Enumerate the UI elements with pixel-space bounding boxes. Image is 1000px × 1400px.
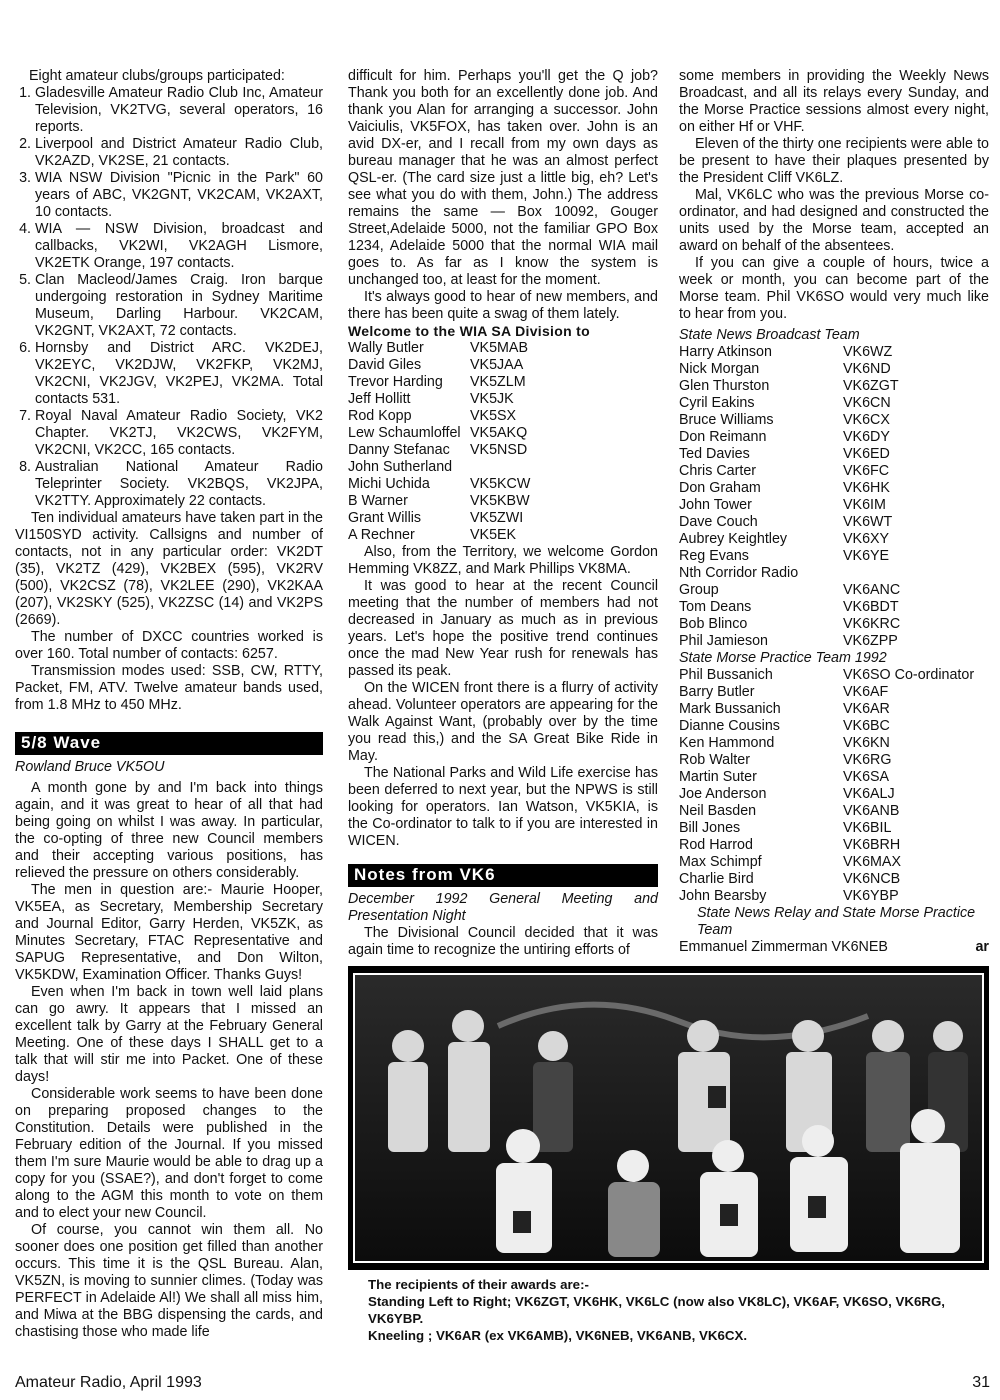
- list-item: 2. Liverpool and District Amateur Radio Club, VK2AZD, VK2SE, 21 contacts.: [35, 136, 323, 170]
- news-team-heading: State News Broadcast Team: [679, 327, 860, 343]
- section-heading-notes-from-vk6: Notes from VK6: [348, 864, 658, 887]
- paragraph: The National Parks and Wild Life exercise has been deferred to next year, but the NPWS is still looking for operators. Ian Watson, VK5KIA, is the Co-ordinator to talk to if you are interested in WICEN.: [348, 765, 658, 849]
- member-name: Joe Anderson: [679, 786, 767, 802]
- news-team-list: [679, 344, 989, 650]
- member-callsign: VK6KRC: [843, 616, 901, 632]
- publication-title: Amateur Radio, April 1993: [15, 1374, 202, 1391]
- member-callsign: VK6SO Co-ordinator: [843, 667, 975, 683]
- list-item: 5. Clan Macleod/James Craig. Iron barque undergoing restoration in Sydney Maritime Museum, Darling Harbour. VK2CAM, VK2GNT, VK2AXT, 72 contacts.: [35, 272, 323, 340]
- member-callsign: VK6IM: [843, 497, 886, 513]
- member-callsign: VK5NSD: [470, 442, 528, 458]
- morse-team-heading: State Morse Practice Team 1992: [679, 650, 887, 666]
- member-name: Phil Bussanich: [679, 667, 773, 683]
- member-name: Grant Willis: [348, 510, 422, 526]
- member-name: Reg Evans: [679, 548, 749, 564]
- member-callsign: VK6BC: [843, 718, 890, 734]
- member-callsign: VK5AKQ: [470, 425, 528, 441]
- member-name: Martin Suter: [679, 769, 757, 785]
- member-callsign: VK6YBP: [843, 888, 899, 904]
- clubs-intro: Eight amateur clubs/groups participated:: [29, 68, 285, 84]
- page-number: 31: [972, 1374, 990, 1391]
- member-callsign: VK6YE: [843, 548, 890, 564]
- member-callsign: VK6CN: [843, 395, 891, 411]
- relay-team-line: [679, 939, 989, 956]
- member-name: Jeff Hollitt: [348, 391, 411, 407]
- member-callsign: VK5EK: [470, 527, 517, 543]
- clubs-list: [15, 85, 323, 510]
- member-name: Ted Davies: [679, 446, 750, 462]
- member-callsign: VK5SX: [470, 408, 517, 424]
- paragraph: A month gone by and I'm back into things again, and it was great to hear of all that had being going on whilst I was away. In particular, the co-opting of three new Council members and their accepting various positions, has relieved the pressure on others considerably.: [15, 780, 323, 881]
- caption-line: Kneeling ; VK6AR (ex VK6AMB), VK6NEB, VK6ANB, VK6CX.: [368, 1328, 748, 1343]
- member-name: A Rechner: [348, 527, 415, 543]
- member-callsign: VK6FC: [843, 463, 890, 479]
- member-callsign: VK5MAB: [470, 340, 529, 356]
- member-callsign: VK5JAA: [470, 357, 524, 373]
- member-name: John Sutherland: [348, 459, 453, 475]
- paragraph: difficult for him. Perhaps you'll get the Q job? Thank you both for an excellently done job. And thank you Alan for arranging a successor. John Vaiciulis, VK5FOX, has taken over. John is an avid DX-er, and I recall from my own days as bureau manager that he was an almost perfect QSL-er. (The card size just a little big, eh? Let's see what you do with them, John.) The address remains the same — Box 10092, Gouger Street,Adelaide 5000, not the familiar GPO Box 1234, Adelaide 5000 that the normal WIA mail goes to. As far as I know the system is unchanged too, at least for the moment.: [348, 68, 658, 288]
- member-name: Barry Butler: [679, 684, 755, 700]
- paragraph: Of course, you cannot win them all. No sooner does one position get filled than another occurs. This time it is the QSL Bureau. Alan, VK5ZN, is moving to sunnier climes. (Today was PERFECT in Adelaide Al!) We shall all miss him, and Miwa at the BBG dispensing the cards, and chastising those who made life: [15, 1222, 323, 1340]
- section-heading-five-eighths-wave: 5/8 Wave: [15, 732, 323, 755]
- paragraph: Even when I'm back in town well laid plans can go awry. It appears that I missed an excellent talk by Garry at the February General Meeting. One of these days I SHALL get to a talk that will stir me into Packet. One of these days!: [15, 984, 323, 1085]
- paragraph-modes: Transmission modes used: SSB, CW, RTTY, Packet, FM, ATV. Twelve amateur bands used, from 1.8 MHz to 450 MHz.: [15, 663, 323, 713]
- caption-line: The recipients of their awards are:-: [368, 1277, 589, 1292]
- paragraph: If you can give a couple of hours, twice a week or month, you can become part of the Morse team. Phil VK6SO would very much like to hear from you.: [679, 255, 989, 322]
- member-callsign: VK6ALJ: [843, 786, 895, 802]
- member-name: Charlie Bird: [679, 871, 754, 887]
- member-callsign: VK6RG: [843, 752, 892, 768]
- page-footer: [15, 1374, 990, 1392]
- member-callsign: VK6ZGT: [843, 378, 899, 394]
- member-name: Max Schimpf: [679, 854, 762, 870]
- member-callsign: VK6WZ: [843, 344, 893, 360]
- photo-caption: [368, 1276, 988, 1344]
- member-callsign: VK6MAX: [843, 854, 902, 870]
- member-name: Don Reimann: [679, 429, 767, 445]
- member-callsign: VK5KCW: [470, 476, 531, 492]
- member-name: Mark Bussanich: [679, 701, 781, 717]
- member-callsign: VK6NCB: [843, 871, 901, 887]
- member-name: Nick Morgan: [679, 361, 760, 377]
- paragraph: On the WICEN front there is a flurry of activity ahead. Volunteer operators are appearing for the Walk Against Want, (probably over by the time you read this,) and the SA Great Bike Ride in May.: [348, 680, 658, 764]
- member-callsign: VK6ANC: [843, 582, 901, 598]
- column-3: [679, 68, 989, 956]
- relay-team-member: Emmanuel Zimmerman VK6NEB: [679, 939, 888, 955]
- member-callsign: VK6ZPP: [843, 633, 898, 649]
- paragraph: The Divisional Council decided that it was again time to recognize the untiring efforts of: [348, 925, 658, 958]
- list-item: 3. WIA NSW Division "Picnic in the Park" 60 years of ABC, VK2GNT, VK2CAM, VK2AXT, 10 contacts.: [35, 170, 323, 221]
- group-photo: [348, 966, 989, 1270]
- column-2: [348, 68, 658, 959]
- paragraph: Considerable work seems to have been done on preparing proposed changes to the Constitution. Details were published in the February edition of the Journal. If you missed them I'm sure Maurie would be able to drag up a copy for you (SSAE?), and don't forget to come along to the AGM this month to vote on them and to elect your new Council.: [15, 1086, 323, 1221]
- member-name: Neil Basden: [679, 803, 757, 819]
- member-callsign: VK6BIL: [843, 820, 892, 836]
- list-item: 6. Hornsby and District ARC. VK2DEJ, VK2EYC, VK2DJW, VK2FKP, VK2MJ, VK2CNI, VK2JGV, VK2PEJ, VK2MA. Total contacts 531.: [35, 340, 323, 408]
- column-1: [15, 68, 323, 1341]
- member-name: Don Graham: [679, 480, 761, 496]
- member-callsign: VK5ZLM: [470, 374, 526, 390]
- welcome-list: [348, 340, 658, 544]
- relay-team-heading: State News Relay and State Morse Practice Team: [697, 905, 976, 938]
- list-item: 7. Royal Naval Amateur Radio Society, VK2 Chapter. VK2TJ, VK2CWS, VK2FYM, VK2CNI, VK2CC, 165 contacts.: [35, 408, 323, 459]
- member-name: Wally Butler: [348, 340, 424, 356]
- member-callsign: VK6CX: [843, 412, 890, 428]
- member-name: B Warner: [348, 493, 408, 509]
- member-callsign: VK6ND: [843, 361, 891, 377]
- member-name: Rod Harrod: [679, 837, 753, 853]
- member-name: Phil Jamieson: [679, 633, 768, 649]
- paragraph: It's always good to hear of new members, and there has been quite a swag of them lately.: [348, 289, 658, 322]
- member-callsign: VK5KBW: [470, 493, 530, 509]
- member-name: John Bearsby: [679, 888, 767, 904]
- sign-off: ar: [975, 939, 989, 955]
- member-name: David Giles: [348, 357, 422, 373]
- member-callsign: VK6BRH: [843, 837, 901, 853]
- member-name: Bruce Williams: [679, 412, 774, 428]
- list-item: 8. Australian National Amateur Radio Teleprinter Society. VK2BQS, VK2JPA, VK2TTY. Approximately 22 contacts.: [35, 459, 323, 510]
- member-name: Bill Jones: [679, 820, 741, 836]
- paragraph-individuals: Ten individual amateurs have taken part in the VI150SYD activity. Callsigns and number of contacts, not in any particular order: VK2DT (35), VK2TZ (429), VK2BEX (595), VK2RV (500), VK2CSZ (78), VK2LEE (290), VK2KAA (207), VK2SKY (525), VK2ZSC (14) and VK2PS (2669).: [15, 510, 323, 628]
- caption-line: Standing Left to Right; VK6ZGT, VK6HK, VK6LC (now also VK8LC), VK6AF, VK6SO, VK6RG, VK6YBP.: [368, 1294, 945, 1326]
- member-callsign: VK6ED: [843, 446, 890, 462]
- member-callsign: VK6AR: [843, 701, 890, 717]
- member-name: Dianne Cousins: [679, 718, 780, 734]
- member-name: Rod Kopp: [348, 408, 412, 424]
- member-name: Rob Walter: [679, 752, 750, 768]
- member-callsign: VK5ZWI: [470, 510, 524, 526]
- paragraph: It was good to hear at the recent Council meeting that the number of members had not decreased in January as much as in previous years. Let's hope the positive trend continues once the mad New Year rush for renewals has passed its peak.: [348, 578, 658, 679]
- member-name: Harry Atkinson: [679, 344, 772, 360]
- member-callsign: VK6ANB: [843, 803, 900, 819]
- member-callsign: VK6SA: [843, 769, 890, 785]
- member-name: Chris Carter: [679, 463, 757, 479]
- subheading: December 1992 General Meeting and Presentation Night: [348, 891, 658, 924]
- list-item: 4. WIA — NSW Division, broadcast and callbacks, VK2WI, VK2AGH Lismore, VK2ETK Orange, 197 contacts.: [35, 221, 323, 272]
- member-callsign: VK6AF: [843, 684, 889, 700]
- paragraph: some members in providing the Weekly News Broadcast, and all its relays every Sunday, and the Morse Practice sessions almost every night, on either Hf or VHF.: [679, 68, 989, 135]
- member-name: Cyril Eakins: [679, 395, 755, 411]
- member-callsign: VK6XY: [843, 531, 890, 547]
- member-name: Glen Thurston: [679, 378, 770, 394]
- group-photo-illustration: [348, 966, 989, 1270]
- member-name: Tom Deans: [679, 599, 752, 615]
- member-name: Aubrey Keightley: [679, 531, 788, 547]
- list-item: 1. Gladesville Amateur Radio Club Inc, Amateur Television, VK2TVG, several operators, 16 reports.: [35, 85, 323, 136]
- member-callsign: VK6WT: [843, 514, 893, 530]
- member-callsign: VK6DY: [843, 429, 890, 445]
- member-name: Dave Couch: [679, 514, 758, 530]
- member-name: Group: [679, 582, 719, 598]
- paragraph: The men in question are:- Maurie Hooper, VK5EA, as Secretary, Membership Secretary and Journal Editor, Garry Herden, VK5ZK, as Minutes Secretary, FTAC Representative and SAPUG Representative, and Don Wilton, VK5KDW, Examination Officer. Thanks Guys!: [15, 882, 323, 983]
- paragraph-dxcc: The number of DXCC countries worked is over 160. Total number of contacts: 6257.: [15, 629, 323, 662]
- member-callsign: [470, 459, 658, 476]
- member-name: Ken Hammond: [679, 735, 775, 751]
- member-name: John Tower: [679, 497, 752, 513]
- welcome-heading: Welcome to the WIA SA Division to: [348, 323, 590, 339]
- member-callsign: VK6KN: [843, 735, 890, 751]
- member-name: Bob Blinco: [679, 616, 748, 632]
- member-name: Danny Stefanac: [348, 442, 450, 458]
- member-name: Nth Corridor Radio: [679, 565, 799, 581]
- paragraph: Mal, VK6LC who was the previous Morse co-ordinator, and had designed and constructed the units used by the Morse team, accepted an award on behalf of the absentees.: [679, 187, 989, 254]
- member-callsign: VK6HK: [843, 480, 890, 496]
- morse-team-list: [679, 667, 989, 905]
- member-name: Trevor Harding: [348, 374, 443, 390]
- paragraph: Eleven of the thirty one recipients were able to be present to have their plaques presented by the President Cliff VK6LZ.: [679, 136, 989, 186]
- member-callsign: VK6BDT: [843, 599, 899, 615]
- member-callsign: VK5JK: [470, 391, 514, 407]
- paragraph: Also, from the Territory, we welcome Gordon Hemming VK8ZZ, and Mark Phillips VK8MA.: [348, 544, 658, 577]
- member-name: Michi Uchida: [348, 476, 430, 492]
- byline: Rowland Bruce VK5OU: [15, 759, 165, 775]
- member-callsign: [843, 565, 989, 582]
- member-name: Lew Schaumloffel: [348, 425, 461, 441]
